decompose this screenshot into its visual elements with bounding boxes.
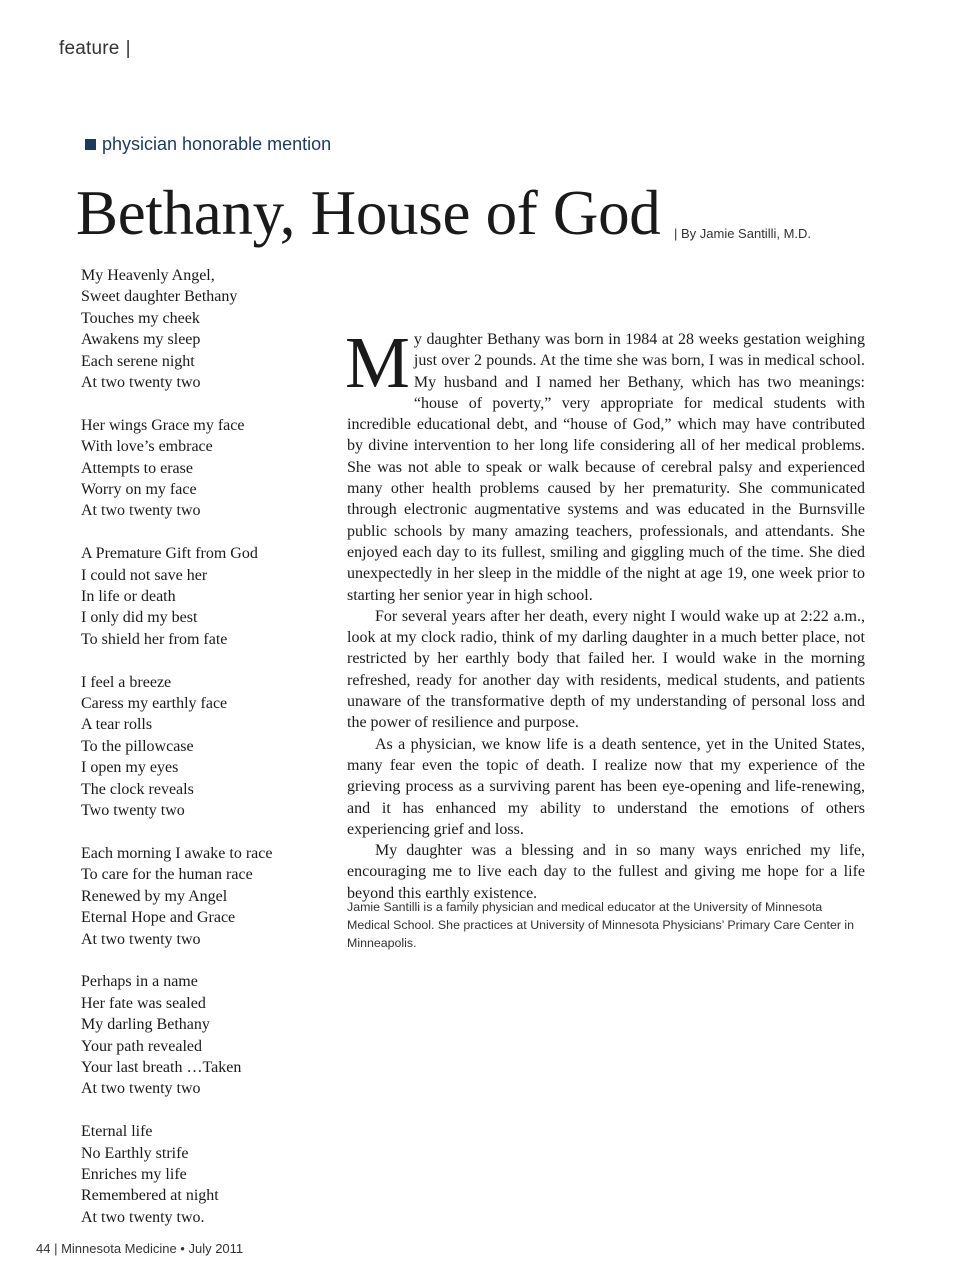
kicker	[85, 134, 331, 155]
poem-line: My darling Bethany	[81, 1016, 210, 1034]
poem-line: Attempts to erase	[81, 459, 193, 477]
poem-line: Renewed by my Angel	[81, 887, 228, 905]
poem-line: No Earthly strife	[81, 1144, 189, 1162]
poem-stanza	[81, 672, 331, 822]
poem-line: Eternal Hope and Grace	[81, 909, 236, 927]
page-footer	[36, 1241, 243, 1256]
poem-stanza	[81, 265, 331, 393]
poem-line: Worry on my face	[81, 481, 197, 499]
article-paragraph: My daughter was a blessing and in so many ways enriched my life, encouraging me to live each day to the fullest and giving me hope for a life beyond this earthly existence.	[347, 842, 865, 902]
poem-line: At two twenty two.	[81, 1208, 205, 1226]
poem-line: Two twenty two	[81, 802, 185, 820]
poem-line: Sweet daughter Bethany	[81, 288, 238, 306]
poem-line: To care for the human race	[81, 866, 253, 884]
article-title: Bethany, House of God	[76, 178, 661, 248]
square-bullet-icon	[85, 139, 96, 150]
publication-info: | Minnesota Medicine • July 2011	[54, 1241, 244, 1256]
drop-cap: M	[345, 322, 410, 403]
article-body	[345, 322, 865, 904]
poem-line: At two twenty two	[81, 1080, 201, 1098]
section-label	[59, 38, 131, 60]
byline: | By Jamie Santilli, M.D.	[674, 226, 812, 241]
poem-line: Your path revealed	[81, 1037, 203, 1055]
poem-line: A Premature Gift from God	[81, 545, 258, 563]
section-separator: |	[125, 38, 131, 59]
poem-line: I feel a breeze	[81, 673, 172, 691]
poem-line: My Heavenly Angel,	[81, 267, 215, 284]
author-bio: Jamie Santilli is a family physician and medical educator at the University of Minnesota Medical School. She practices at University of Minnesota Physicians’ Primary Care Center in Minneapolis.	[347, 900, 855, 950]
poem-line: A tear rolls	[81, 716, 153, 734]
poem-line: Remembered at night	[81, 1187, 219, 1205]
poem-stanza	[81, 843, 331, 950]
poem-line: I only did my best	[81, 609, 198, 627]
article-paragraph: For several years after her death, every night I would wake up at 2:22 a.m., look at my clock radio, think of my darling daughter in a much better place, not restricted by her earthly body that failed her. I would wake in the morning refreshed, ready for another day with residents, medical students, and patients unaware of the transformative depth of my understanding of personal loss and the power of resilience and purpose.	[347, 607, 865, 732]
poem-line: At two twenty two	[81, 502, 201, 520]
section-name: feature	[59, 38, 120, 59]
poem-line: I could not save her	[81, 566, 208, 584]
poem	[81, 265, 331, 1250]
poem-line: Caress my earthly face	[81, 695, 228, 713]
poem-line: Touches my cheek	[81, 309, 200, 327]
poem-line: To the pillowcase	[81, 737, 194, 755]
poem-line: I open my eyes	[81, 759, 179, 777]
poem-line: To shield her from fate	[81, 630, 228, 648]
poem-line: Enriches my life	[81, 1165, 187, 1183]
poem-line: Each serene night	[81, 352, 195, 370]
poem-stanza	[81, 971, 331, 1099]
paragraph-text: y daughter Bethany was born in 1984 at 28 weeks gestation weighing just over 2 pounds. At the time she was born, I was in medical school. My husband and I named her Bethany, which has two meanings: “house of poverty,” very appropriate for medical students with incredible educational debt, and “house of God,” which may have contributed by divine intervention to her long life considering all of her medical problems. She was not able to speak or walk because of cerebral palsy and experienced many other health problems caused by her prematurity. She communicated through electronic augmentative systems and was educated in the Burnsville public schools by many amazing teachers, professionals, and attendants. She enjoyed each day to its fullest, smiling and giggling much of the time. She died unexpectedly in her sleep in the middle of the night at age 19, one week prior to starting her senior year in high school.	[347, 331, 865, 604]
poem-line: Her wings Grace my face	[81, 416, 245, 434]
kicker-label: physician honorable mention	[102, 134, 332, 154]
poem-line: Your last breath …Taken	[81, 1058, 242, 1076]
poem-line: Eternal life	[81, 1123, 153, 1141]
article-paragraph	[345, 322, 865, 606]
page-number: 44	[36, 1241, 51, 1256]
poem-stanza	[81, 543, 331, 650]
poem-line: At two twenty two	[81, 930, 201, 948]
poem-line: Perhaps in a name	[81, 973, 198, 991]
poem-stanza	[81, 1121, 331, 1228]
poem-line: The clock reveals	[81, 780, 194, 798]
poem-stanza	[81, 415, 331, 522]
poem-line: Awakens my sleep	[81, 331, 201, 349]
article-paragraph: As a physician, we know life is a death sentence, yet in the United States, many fear even the topic of death. I realize now that my experience of the grieving process as a surviving parent has been eye-opening and life-renewing, and it has enhanced my ability to understand the emotions of others experiencing grief and loss.	[347, 735, 865, 838]
poem-line: At two twenty two	[81, 374, 201, 392]
poem-line: In life or death	[81, 588, 176, 606]
poem-line: Each morning I awake to race	[81, 844, 273, 862]
poem-line: With love’s embrace	[81, 438, 213, 456]
poem-line: Her fate was sealed	[81, 994, 206, 1012]
